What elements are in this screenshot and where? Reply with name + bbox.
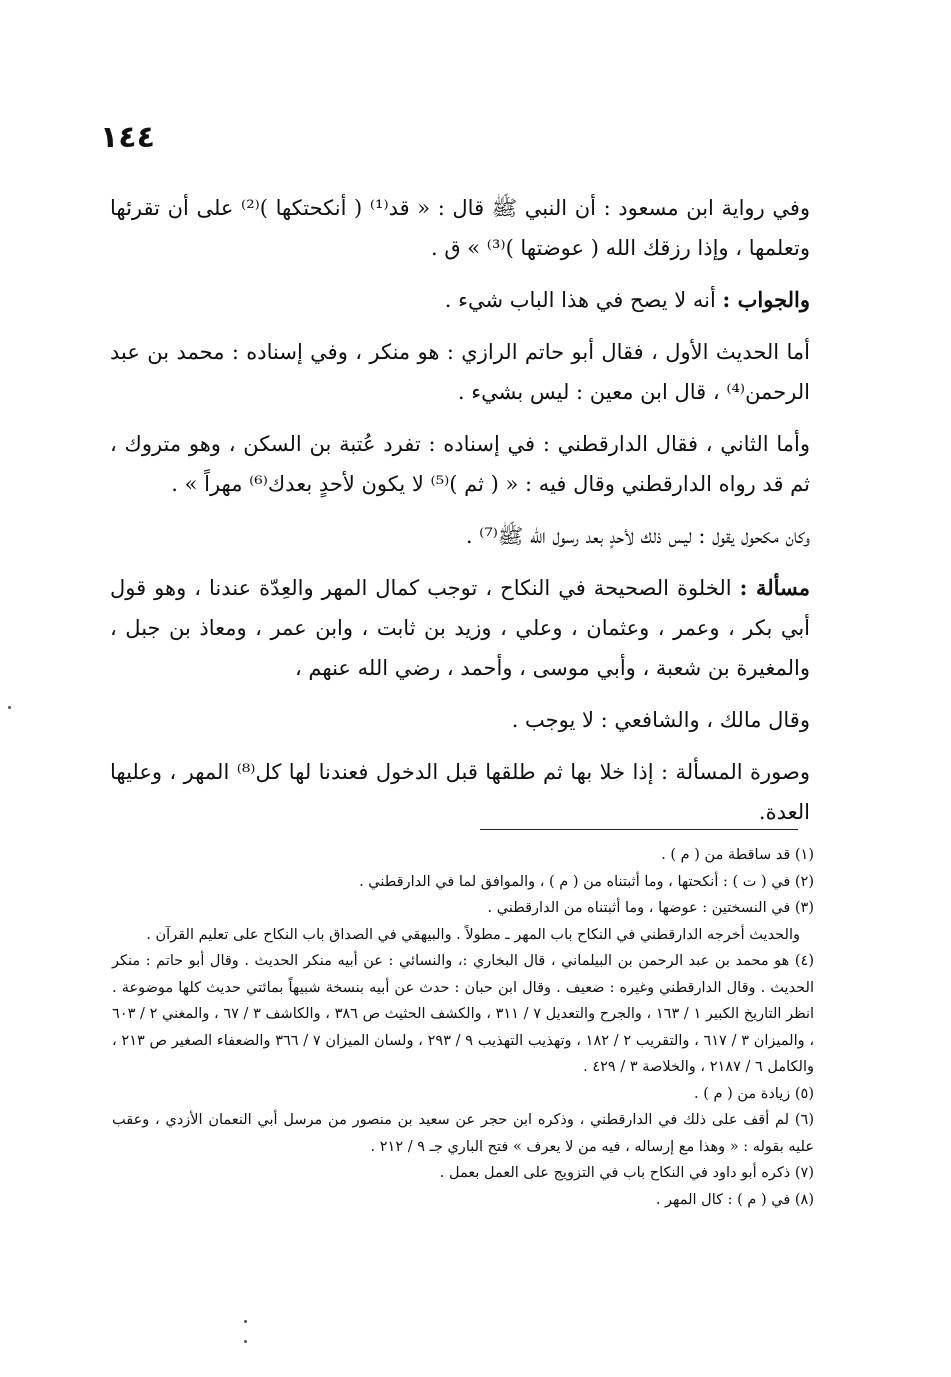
footnote-5: (٥) زيادة من ( م ) . xyxy=(694,1085,814,1102)
paragraph-second-hadith: وأما الثاني ، فقال الدارقطني : في إسناده : تفرد عُتبة بن السكن ، وهو متروك ، ثم قد رواه الدارقطني وقال فيه : « ( ثم )⁽⁵⁾ لا يكون لأحدٍ بعدك⁽⁶⁾ مهراً » . xyxy=(110,432,810,496)
issue-text: الخلوة الصحيحة في النكاح ، توجب كمال المهر والعِدّة عندنا ، وهو قول أبي بكر ، وعمر ، وعثمان ، وعلي ، وزيد بن ثابت ، وابن عمر ، ومعاذ بن جبل ، والمغيرة بن شعبة ، وأبي موسى ، وأحمد ، رضي الله عنهم ، xyxy=(110,576,810,680)
footnote-2: (٢) في ( ت ) : أنكحتها ، وما أثبتناه من ( م ) ، والموافق لما في الدارقطني . xyxy=(359,873,814,890)
footnote-1: (١) قد ساقطة من ( م ) . xyxy=(661,847,814,863)
footnote-8: (٨) في ( م ) : كال المهر . xyxy=(655,1191,814,1208)
footnotes xyxy=(112,842,814,1213)
answer-text: أنه لا يصح في هذا الباب شيء . xyxy=(444,288,716,312)
footnote-4: (٤) هو محمد بن عبد الرحمن بن البيلماني ، قال البخاري :، والنسائي : عن أبيه منكر الحديث . وقال أبو حاتم : منكر الحديث . وقال الدارقطني وغيره : ضعيف . وقال ابن حبان : حدث عن أبيه بنسخة شبيهاً بمائتي حديث كلها موضوعة . انظر التاريخ الكبير ١ / ١٦٣ ، والجرح والتعديل ٧ / ٣١١ ، والكشف الحثيث ص ٣٨٦ ، والكاشف ٣ / ٦٧ ، والمغني ٢ / ٦٠٣ ، والميزان ٣ / ٦١٧ ، والتقريب ٢ / ١٨٢ ، وتهذيب التهذيب ٩ / ٢٩٣ ، ولسان الميزان ٧ / ٣٦٦ والضعفاء الصغير ص ٢١٣ ، والكامل ٦ / ٢١٨٧ ، والخلاصة ٣ / ٤٢٩ . xyxy=(112,953,815,1075)
scan-speck xyxy=(244,1320,247,1323)
paragraph-ibn-masud-narration: وفي رواية ابن مسعود : أن النبي ﷺ قال : « قد⁽¹⁾ ( أنكحتكها )⁽²⁾ على أن تقرئها وتعلمها ، وإذا رزقك الله ( عوضتها )⁽³⁾ » ق . xyxy=(110,196,811,260)
footnote-7: (٧) ذكره أبو داود في النكاح باب في التزويج على العمل بعمل . xyxy=(439,1165,814,1181)
paragraph-makhul: وكان مكحول يقول : ليس ذلك لأحدٍ بعد رسول الله ﷺ⁽⁷⁾ . xyxy=(465,524,810,548)
paragraph-answer xyxy=(110,280,810,320)
paragraph-first-hadith: أما الحديث الأول ، فقال أبو حاتم الرازي : هو منكر ، وفي إسناده : محمد بن عبد الرحمن⁽⁴⁾ ، قال ابن معين : ليس بشيء . xyxy=(110,340,810,404)
scan-speck xyxy=(8,706,11,709)
issue-heading: مسألة : xyxy=(739,575,810,600)
footnote-3-continuation: والحديث أخرجه الدارقطني في النكاح باب المهر ـ مطولاً . والبيهقي في الصداق باب النكاح على تعليم القرآن . xyxy=(146,926,800,943)
footnote-6: (٦) لم أقف على ذلك في الدارقطني ، وذكره ابن حجر عن سعيد بن منصور من مرسل أبي النعمان الأزدي ، وعقب عليه بقوله : « وهذا مع إرساله ، فيه من لا يعرف » فتح الباري جـ ٩ / ٢١٢ . xyxy=(112,1112,814,1155)
footnote-3: (٣) في النسختين : عوضها ، وما أثبتناه من الدارقطني . xyxy=(487,900,814,916)
page-number: ١٤٤ xyxy=(100,120,155,155)
footnote-separator xyxy=(480,829,798,830)
main-text xyxy=(110,188,810,844)
paragraph-issue-form: وصورة المسألة : إذا خلا بها ثم طلقها قبل الدخول فعندنا لها كل⁽⁸⁾ المهر ، وعليها العدة. xyxy=(110,760,810,824)
paragraph-malik-shafii: وقال مالك ، والشافعي : لا يوجب . xyxy=(511,708,810,732)
answer-heading: والجواب : xyxy=(722,287,810,312)
scan-speck xyxy=(244,1340,247,1343)
paragraph-issue xyxy=(110,568,810,688)
